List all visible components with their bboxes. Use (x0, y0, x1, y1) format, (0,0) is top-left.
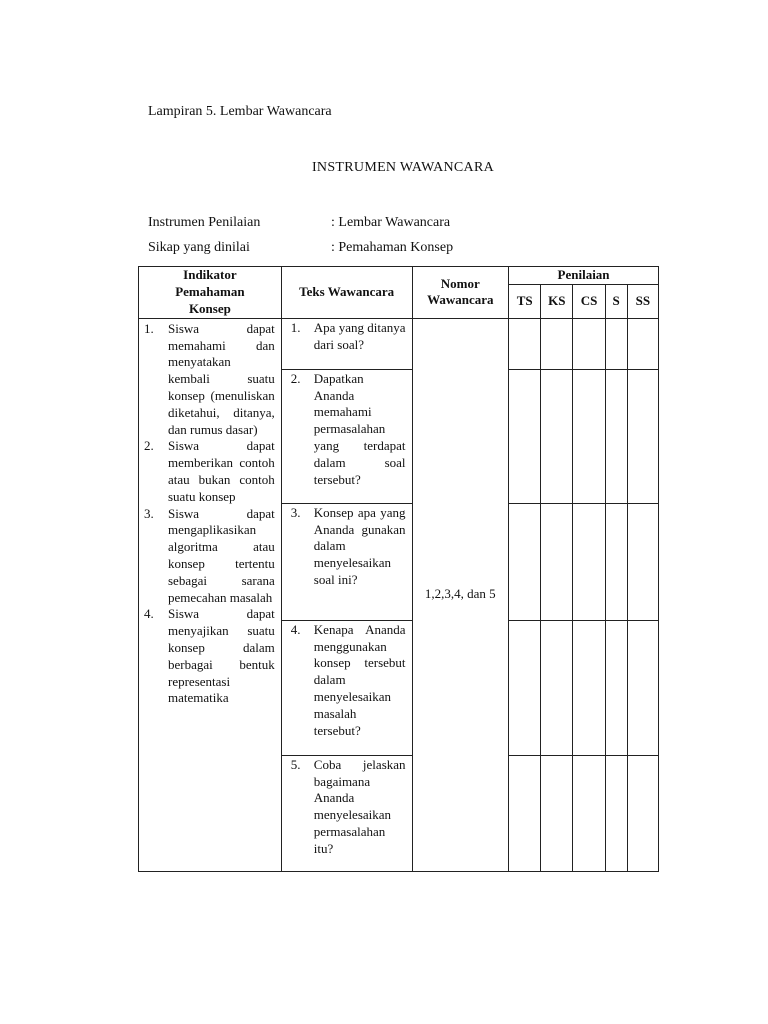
question-cell: 1. Apa yang ditanya dari soal? (281, 318, 412, 369)
score-cell-ks[interactable] (541, 318, 573, 369)
score-cell-cs[interactable] (573, 318, 605, 369)
score-cell-s[interactable] (605, 318, 627, 369)
meta-label: Sikap yang dinilai (148, 240, 250, 255)
question-cell: 5. Coba jelaskan bagaimana Ananda menyelesaikan permasalahan itu? (281, 755, 412, 871)
header-teks: Teks Wawancara (281, 267, 412, 319)
score-cell-s[interactable] (605, 503, 627, 620)
header-ks: KS (541, 284, 573, 318)
header-s: S (605, 284, 627, 318)
nomor-wawancara-cell: 1,2,3,4, dan 5 (412, 318, 509, 871)
indikator-item: 2. Siswa dapat memberikan contoh atau bukan contoh suatu konsep (144, 438, 275, 504)
lampiran-heading: Lampiran 5. Lembar Wawancara (148, 104, 332, 119)
score-cell-ss[interactable] (627, 369, 658, 503)
score-cell-ks[interactable] (541, 755, 573, 871)
score-cell-ss[interactable] (627, 503, 658, 620)
score-cell-s[interactable] (605, 620, 627, 755)
question-cell: 2. Dapatkan Ananda memahami permasalahan yang terdapat dalam soal tersebut? (281, 369, 412, 503)
question-cell: 3. Konsep apa yang Ananda gunakan dalam menyelesaikan soal ini? (281, 503, 412, 620)
header-cs: CS (573, 284, 605, 318)
score-cell-ks[interactable] (541, 369, 573, 503)
score-cell-ts[interactable] (509, 755, 541, 871)
score-cell-ts[interactable] (509, 620, 541, 755)
score-cell-cs[interactable] (573, 369, 605, 503)
score-cell-s[interactable] (605, 369, 627, 503)
meta-value: : Pemahaman Konsep (331, 240, 454, 255)
score-cell-ss[interactable] (627, 620, 658, 755)
score-cell-ts[interactable] (509, 369, 541, 503)
indikator-cell (139, 318, 282, 871)
meta-row-instrumen (148, 215, 450, 231)
header-ts: TS (509, 284, 541, 318)
question-cell: 4. Kenapa Ananda menggunakan konsep tersebut dalam menyelesaikan masalah tersebut? (281, 620, 412, 755)
header-ss: SS (627, 284, 658, 318)
score-cell-ks[interactable] (541, 620, 573, 755)
header-indikator: Indikator Pemahaman Konsep (139, 267, 282, 319)
page-title: INSTRUMEN WAWANCARA (311, 160, 495, 175)
score-cell-ts[interactable] (509, 503, 541, 620)
interview-table (138, 266, 659, 872)
meta-label: Instrumen Penilaian (148, 215, 261, 230)
score-cell-ks[interactable] (541, 503, 573, 620)
score-cell-ts[interactable] (509, 318, 541, 369)
score-cell-ss[interactable] (627, 318, 658, 369)
meta-row-sikap (148, 240, 453, 256)
indikator-item: 1. Siswa dapat memahami dan menyatakan kembali suatu konsep (menuliskan diketahui, ditanya, dan rumus dasar) (144, 320, 275, 437)
indikator-item: 3. Siswa dapat mengaplikasikan algoritma atau konsep tertentu sebagai sarana pemecahan masalah (144, 505, 275, 605)
score-cell-cs[interactable] (573, 755, 605, 871)
score-cell-ss[interactable] (627, 755, 658, 871)
score-cell-s[interactable] (605, 755, 627, 871)
header-penilaian: Penilaian (509, 267, 659, 285)
score-cell-cs[interactable] (573, 620, 605, 755)
meta-value: : Lembar Wawancara (331, 215, 451, 230)
score-cell-cs[interactable] (573, 503, 605, 620)
header-nomor: Nomor Wawancara (412, 267, 509, 319)
indikator-item: 4. Siswa dapat menyajikan suatu konsep dalam berbagai bentuk representasi matematika (144, 606, 275, 706)
